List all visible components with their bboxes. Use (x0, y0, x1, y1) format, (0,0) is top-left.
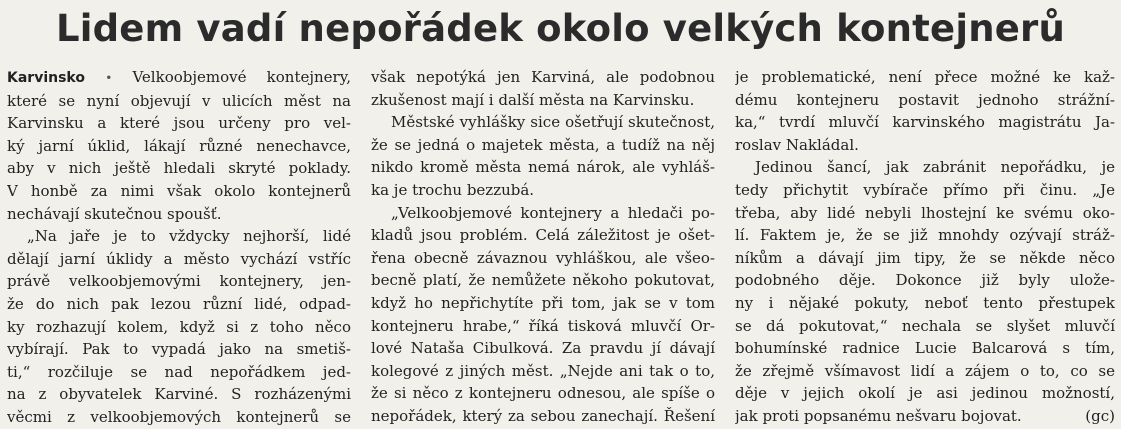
text-line: roslav Nakládal. (735, 135, 859, 154)
text-line: V honbě za nimi však okolo kontejnerů (7, 181, 351, 200)
text-line: ky rozhazují kolem, když si z toho něco (7, 317, 351, 336)
text-line: kolegové z jiných měst. „Nejde ani tak o to, (371, 361, 715, 380)
text-line: že se jedná o majetek města, a tudíž na něj (371, 135, 715, 154)
text-line: Jedinou šancí, jak zabránit nepořádku, je (755, 158, 1115, 177)
text-line: které se nyní objevují v ulicích měst na (7, 91, 351, 110)
text-line: aby v nich ještě hledali skryté poklady. (7, 159, 351, 178)
text-line: ny i nějaké pokuty, neboť tento přestupek (735, 293, 1115, 312)
text-line: „Velkoobjemové kontejnery a hledači po- (391, 203, 715, 222)
text-line: věcmi z velkoobjemových kontejnerů se (7, 407, 351, 426)
text-line: kladů jsou problém. Celá záležitost je ošet- (371, 226, 715, 245)
text-line: že zřejmě všímavost lidí a zájem o to, co se (735, 361, 1115, 380)
text-line: becně platí, že nemůžete někoho pokutovat, (371, 271, 715, 290)
text-line: ka,“ tvrdí mluvčí karvinského magistrátu Ja- (735, 113, 1115, 132)
text-line: tedy přichytit vybírače přímo při činu. „Je (735, 180, 1115, 199)
text-line: je problematické, není přece možné ke kaž- (735, 68, 1115, 86)
text-line: však nepotýká jen Karviná, ale podobnou (371, 68, 715, 86)
text-line: ký jarní úklid, lákají různé nenechavce, (7, 136, 351, 155)
text-line: zkušenost mají i další města na Karvinsku. (371, 90, 695, 109)
text-line: nepořádek, který za sebou zanechají. Řešení (371, 406, 715, 425)
bullet-separator: • (105, 71, 113, 85)
text-line: bohumínské radnice Lucie Balcarová s tím, (735, 339, 1115, 358)
text-line: lové Nataša Cibulková. Za pravdu jí dávají (371, 339, 715, 358)
text-line: kontejneru hrabe,“ říká tisková mluvčí Or- (371, 316, 715, 335)
text-line: podobného děje. Dokonce již byly ulože- (735, 271, 1115, 290)
text-line (7, 66, 351, 90)
text-line: dému kontejneru postavit jednoho strážní- (735, 90, 1115, 109)
text-line: Karvinsku a které jsou určeny pro vel- (7, 114, 351, 133)
text-line: řena obecně závaznou vyhláškou, ale všeo- (371, 248, 715, 267)
article-column-2 (371, 66, 715, 425)
text-fragment: Velkoobjemové kontejnery, (132, 68, 351, 86)
text-line: když ho nepřichytíte při tom, jak se v tom (371, 293, 715, 312)
text-line: se dá pokutovat,“ nechala se slyšet mluvčí (735, 316, 1115, 335)
text-line: Městské vyhlášky sice ošetřují skutečnost, (391, 113, 715, 132)
text-line: že do nich pak lezou různí lidé, odpad- (7, 294, 351, 313)
text-line: právě velkoobjemovými kontejnery, jen- (7, 272, 351, 291)
article-column-1 (7, 66, 351, 426)
text-line: nechávají skutečnou spoušť. (7, 204, 222, 223)
text-line (735, 405, 1115, 428)
text-line: níkům a dávají jim tipy, že se někde něco (735, 248, 1115, 267)
article-headline: Lidem vadí nepořádek okolo velkých kontejnerů (55, 7, 1066, 50)
text-line: že si něco z kontejneru odnesou, ale spíše o (371, 384, 715, 403)
text-fragment: jak proti popsanému nešvaru bojovat. (735, 406, 1022, 425)
text-line: na z obyvatelek Karviné. S rozházenými (7, 385, 351, 404)
text-line: dělají jarní úklidy a město vychází vstříc (7, 249, 351, 268)
text-line: ka je trochu bezzubá. (371, 180, 535, 199)
article-column-3 (735, 66, 1115, 425)
text-line: třeba, aby lidé nebyli lhostejní ke svému oko- (735, 203, 1115, 222)
text-line: vybírají. Pak to vypadá jako na smetiš- (7, 340, 351, 359)
text-line: děje v jejich okolí je asi jedinou možností, (735, 384, 1115, 403)
text-line: „Na jaře je to vždycky nejhorší, lidé (27, 227, 351, 246)
text-line: lí. Faktem je, že se již mnohdy ozývají stráž- (735, 226, 1115, 245)
text-line: ti,“ rozčiluje se nad nepořádkem jed- (7, 362, 351, 381)
dateline: Karvinsko (7, 70, 85, 86)
author-signature: (gc) (1085, 406, 1115, 425)
text-line: nikdo kromě města nemá nárok, ale vyhláš- (371, 158, 715, 177)
